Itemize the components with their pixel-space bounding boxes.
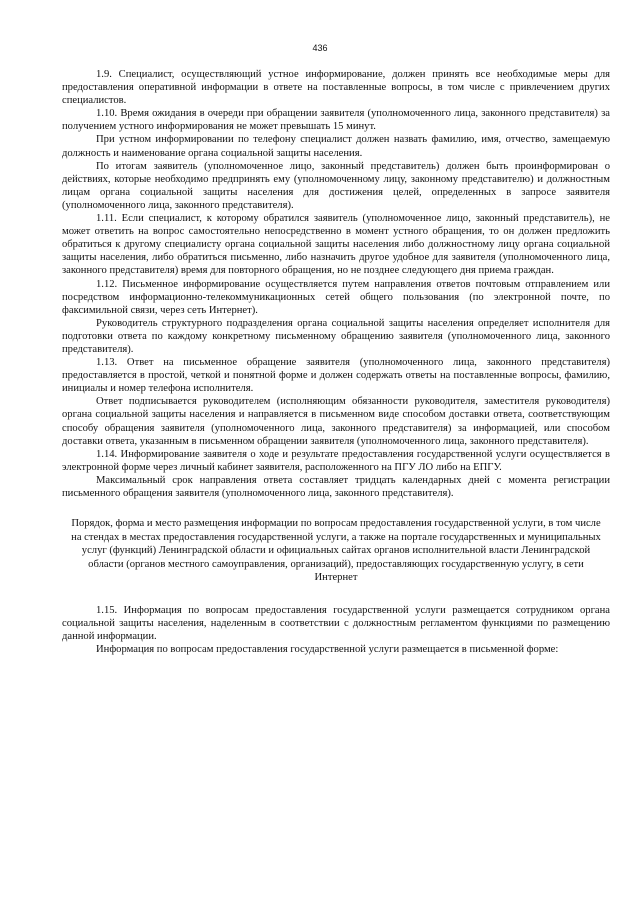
paragraph-1-14: 1.14. Информирование заявителя о ходе и результате предоставления государственной услуги осуществляется в электронной форме через личный кабинет заявителя, расположенного на ПГУ ЛО либо на ЕПГУ.: [62, 448, 610, 473]
paragraph-results: По итогам заявитель (уполномоченное лицо, законный представитель) должен быть проинформирован о действиях, которые необходимо предпринять ему (уполномоченному лицу, законному представителю) и должностным лицам органа социальной защиты населения для достижения целей, определенных в запросе заявителя (уполномоченного лица, законного представителя).: [62, 160, 610, 211]
section-heading: Порядок, форма и место размещения информации по вопросам предоставления государственной услуги, в том числе на стендах в местах предоставления государственной услуги, а также на портале государственных и муниципальных услуг (функций) Ленинградской области и официальных сайтах органов исполнительной власти Ленинградской области (органов местного самоуправления, организаций), предоставляющих государственную услугу, в сети Интернет: [71, 518, 601, 584]
paragraph-phone-info: При устном информировании по телефону специалист должен назвать фамилию, имя, отчество, замещаемую должность и наименование органа социальной защиты населения.: [62, 134, 610, 159]
paragraph-answer-signing: Ответ подписывается руководителем (исполняющим обязанности руководителя, заместителя руководителя) органа социальной защиты населения и направляется в письменном виде способом доставки ответа, соответствующим способу обращения заявителя (уполномоченного лица, законного представителя) за информацией, или способом доставки ответа, указанным в письменном обращении заявителя (уполномоченного лица, законного представителя).: [62, 396, 610, 447]
paragraph-1-11: 1.11. Если специалист, к которому обратился заявитель (уполномоченное лицо, законный представитель), не может ответить на вопрос самостоятельно непосредственно в момент устного обращения, то он должен предложить обратиться к другому специалисту органа социальной защиты населения либо должностному лицу органа социальной защиты населения, либо обратиться письменно, либо назначить другое удобное для заявителя (уполномоченного лица, законного представителя) время для повторного обращения, но не позднее следующего дня приема граждан.: [62, 213, 610, 277]
paragraph-department-head: Руководитель структурного подразделения органа социальной защиты населения определяет исполнителя для подготовки ответа по каждому конкретному письменному обращению заявителя (уполномоченного лица, законного представителя).: [62, 317, 610, 355]
paragraph-1-13: 1.13. Ответ на письменное обращение заявителя (уполномоченного лица, законного представителя) предоставляется в простой, четкой и понятной форме и должен содержать ответы на поставленные вопросы, фамилию, инициалы и номер телефона исполнителя.: [62, 357, 610, 395]
paragraph-1-10: 1.10. Время ожидания в очереди при обращении заявителя (уполномоченного лица, законного представителя) за получением устного информирования не может превышать 15 минут.: [62, 108, 610, 133]
paragraph-1-12: 1.12. Письменное информирование осуществляется путем направления ответов почтовым отправлением или посредством информационно-телекоммуникационных сетей общего пользования (по электронной почте, по факсимильной связи, через сеть Интернет).: [62, 278, 610, 316]
paragraph-max-term: Максимальный срок направления ответа составляет тридцать календарных дней с момента регистрации письменного обращения заявителя (уполномоченного лица, законного представителя).: [62, 474, 610, 499]
document-body: [62, 68, 610, 656]
paragraph-1-15: 1.15. Информация по вопросам предоставления государственной услуги размещается сотрудником органа социальной защиты населения, наделенным в соответствии с должностным регламентом функциями по размещению данной информации.: [62, 605, 610, 643]
paragraph-written-form: Информация по вопросам предоставления государственной услуги размещается в письменной форме:: [96, 644, 559, 656]
paragraph-1-9: 1.9. Специалист, осуществляющий устное информирование, должен принять все необходимые меры для предоставления оперативной информации в ответе на поставленные вопросы, в том числе с привлечением других специалистов.: [62, 69, 610, 107]
page-number: 436: [312, 43, 328, 53]
